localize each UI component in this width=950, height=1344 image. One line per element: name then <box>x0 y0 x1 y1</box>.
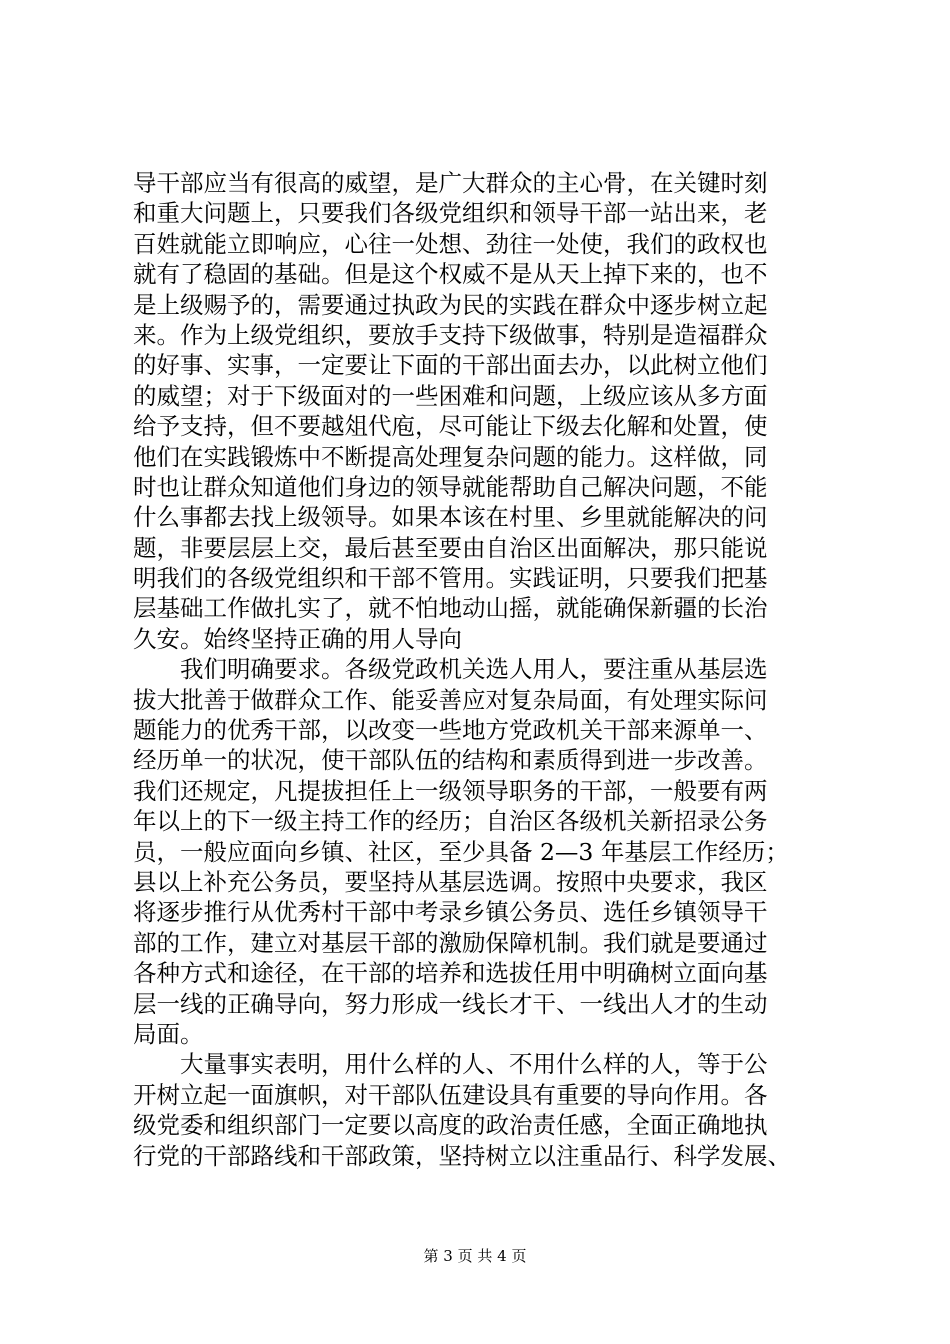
text-line: 层基础工作做扎实了，就不怕地动山摇，就能确保新疆的长治 <box>133 594 768 623</box>
text-line: 题，非要层层上交，最后甚至要由自治区出面解决，那只能说 <box>133 533 768 562</box>
text-line: 题能力的优秀干部，以改变一些地方党政机关干部来源单一、 <box>133 716 768 745</box>
text-line: 久安。始终坚持正确的用人导向 <box>133 624 462 653</box>
text-line: 明我们的各级党组织和干部不管用。实践证明，只要我们把基 <box>133 564 768 593</box>
text-line: 开树立起一面旗帜，对干部队伍建设具有重要的导向作用。各 <box>133 1080 768 1109</box>
text-line: 的威望；对于下级面对的一些困难和问题，上级应该从多方面 <box>133 381 768 410</box>
text-line: 将逐步推行从优秀村干部中考录乡镇公务员、选任乡镇领导干 <box>133 898 768 927</box>
text-line: 给予支持，但不要越俎代庖，尽可能让下级去化解和处置，使 <box>133 412 768 441</box>
text-line: 是上级赐予的，需要通过执政为民的实践在群众中逐步树立起 <box>133 290 768 319</box>
text-line: 他们在实践锻炼中不断提高处理复杂问题的能力。这样做，同 <box>133 442 768 471</box>
text-line: 级党委和组织部门一定要以高度的政治责任感，全面正确地执 <box>133 1111 768 1140</box>
text-line: 我们明确要求。各级党政机关选人用人，要注重从基层选 <box>180 655 768 684</box>
page-footer: 第 3 页 共 4 页 <box>423 1247 527 1265</box>
text-line: 行党的干部路线和干部政策，坚持树立以注重品行、科学发展、 <box>133 1141 791 1170</box>
text-line: 部的工作，建立对基层干部的激励保障机制。我们就是要通过 <box>133 928 768 957</box>
text-line: 经历单一的状况，使干部队伍的结构和素质得到进一步改善。 <box>133 746 768 775</box>
text-line: 员，一般应面向乡镇、社区，至少具备 2—3 年基层工作经历； <box>133 837 789 866</box>
text-line: 什么事都去找上级领导。如果本该在村里、乡里就能解决的问 <box>133 503 768 532</box>
text-line: 的好事、实事，一定要让下面的干部出面去办，以此树立他们 <box>133 351 768 380</box>
text-line: 大量事实表明，用什么样的人、不用什么样的人，等于公 <box>180 1050 768 1079</box>
text-line: 局面。 <box>133 1019 204 1048</box>
text-line: 我们还规定，凡提拔担任上一级领导职务的干部，一般要有两 <box>133 776 768 805</box>
text-line: 各种方式和途径，在干部的培养和选拔任用中明确树立面向基 <box>133 959 768 988</box>
text-line: 拔大批善于做群众工作、能妥善应对复杂局面，有处理实际问 <box>133 685 768 714</box>
text-line: 和重大问题上，只要我们各级党组织和领导干部一站出来，老 <box>133 199 768 228</box>
text-line: 层一线的正确导向，努力形成一线长才干、一线出人才的生动 <box>133 989 768 1018</box>
text-line: 时也让群众知道他们身边的领导就能帮助自己解决问题，不能 <box>133 472 768 501</box>
text-line: 就有了稳固的基础。但是这个权威不是从天上掉下来的，也不 <box>133 260 768 289</box>
body-text <box>133 168 843 1171</box>
text-line: 百姓就能立即响应，心往一处想、劲往一处使，我们的政权也 <box>133 229 768 258</box>
text-line: 导干部应当有很高的威望，是广大群众的主心骨，在关键时刻 <box>133 169 768 197</box>
text-line: 县以上补充公务员，要坚持从基层选调。按照中央要求，我区 <box>133 867 768 896</box>
text-line: 来。作为上级党组织，要放手支持下级做事，特别是造福群众 <box>133 320 768 349</box>
text-line: 年以上的下一级主持工作的经历；自治区各级机关新招录公务 <box>133 807 768 836</box>
